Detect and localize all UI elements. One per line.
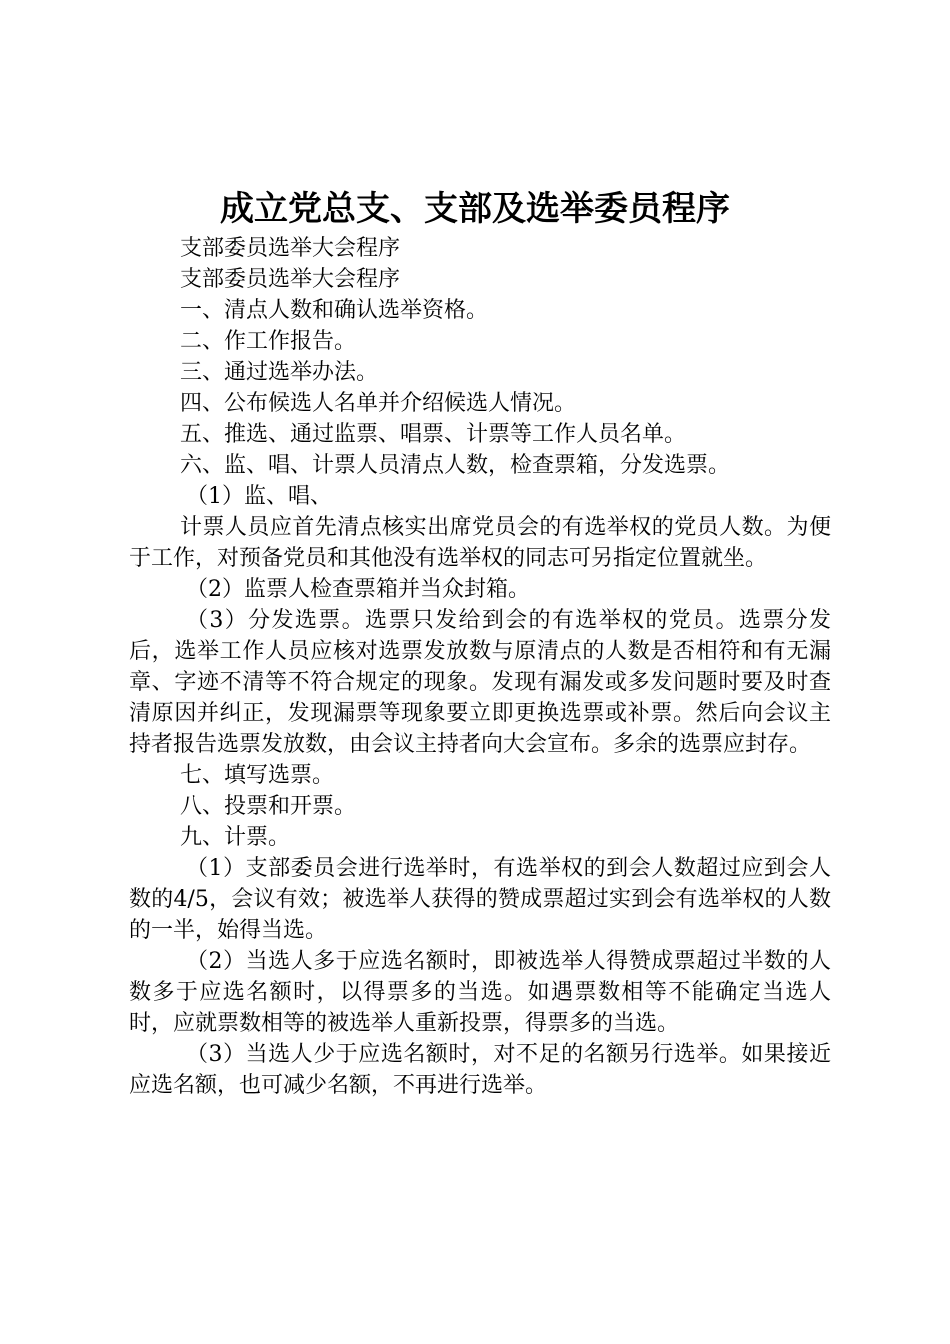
paragraph-13: 七、填写选票。 [180, 763, 335, 788]
paragraph-8: 六、监、唱、计票人员清点人数，检查票箱，分发选票。 [180, 453, 731, 478]
paragraph-14: 八、投票和开票。 [180, 794, 357, 819]
document-body [129, 233, 831, 1101]
paragraph-18: （3）当选人少于应选名额时，对不足的名额另行选举。如果接近应选名额，也可减少名额，不再进行选举。 [129, 1042, 831, 1098]
paragraph-11: （2）监票人检查票箱并当众封箱。 [186, 577, 530, 602]
document-title: 成立党总支、支部及选举委员程序 [220, 189, 730, 229]
paragraph-9: （1）监、唱、 [186, 484, 332, 509]
paragraph-3: 一、清点人数和确认选举资格。 [180, 298, 489, 323]
paragraph-16: （1）支部委员会进行选举时，有选举权的到会人数超过应到会人数的4/5，会议有效；被选举人获得的赞成票超过实到会有选举权的人数的一半，始得当选。 [129, 856, 831, 943]
paragraph-10: 计票人员应首先清点核实出席党员会的有选举权的党员人数。为便于工作，对预备党员和其他没有选举权的同志可另指定位置就坐。 [129, 515, 831, 571]
paragraph-1: 支部委员选举大会程序 [180, 236, 401, 261]
paragraph-2: 支部委员选举大会程序 [180, 267, 401, 292]
paragraph-12: （3）分发选票。选票只发给到会的有选举权的党员。选票分发后，选举工作人员应核对选票发放数与原清点的人数是否相符和有无漏章、字迹不清等不符合规定的现象。发现有漏发或多发问题时要及时查清原因并纠正，发现漏票等现象要立即更换选票或补票。然后向会议主持者报告选票发放数，由会议主持者向大会宣布。多余的选票应封存。 [129, 608, 831, 757]
paragraph-17: （2）当选人多于应选名额时，即被选举人得赞成票超过半数的人数多于应选名额时，以得票多的当选。如遇票数相等不能确定当选人时，应就票数相等的被选举人重新投票，得票多的当选。 [129, 949, 831, 1036]
paragraph-4: 二、作工作报告。 [180, 329, 357, 354]
paragraph-5: 三、通过选举办法。 [180, 360, 379, 385]
paragraph-6: 四、公布候选人名单并介绍候选人情况。 [180, 391, 577, 416]
paragraph-7: 五、推选、通过监票、唱票、计票等工作人员名单。 [180, 422, 687, 447]
paragraph-15: 九、计票。 [180, 825, 291, 850]
